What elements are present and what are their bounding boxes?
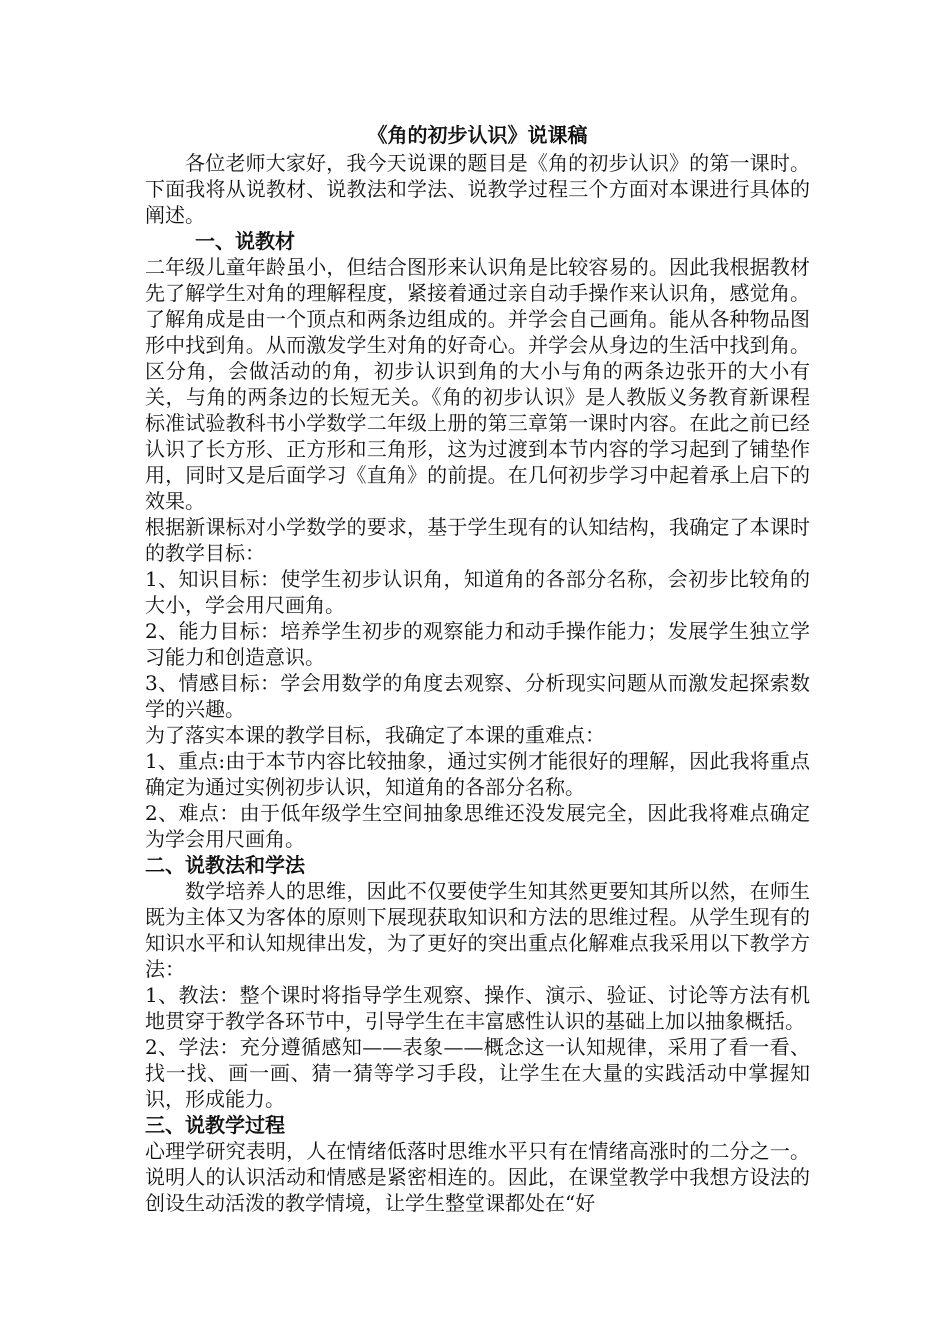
paragraph-goals-intro: 根据新课标对小学数学的要求，基于学生现有的认知结构，我确定了本课时的教学目标： xyxy=(145,515,810,565)
goal-emotion: 3、情感目标：学会用数学的角度去观察、分析现实问题从而激发起探索数学的兴趣。 xyxy=(145,671,810,721)
paragraph-key-points-intro: 为了落实本课的教学目标，我确定了本课的重难点： xyxy=(145,723,605,747)
goal-knowledge: 1、知识目标：使学生初步认识角，知道角的各部分名称，会初步比较角的大小，学会用尺画角。 xyxy=(145,567,810,617)
goal-ability: 2、能力目标：培养学生初步的观察能力和动手操作能力；发展学生独立学习能力和创造意识。 xyxy=(145,619,810,669)
key-point: 1、重点:由于本节内容比较抽象，通过实例才能很好的理解，因此我将重点确定为通过实例初步认识，知道角的各部分名称。 xyxy=(145,749,810,799)
section-heading-teaching-material: 一、说教材 xyxy=(195,229,295,253)
section-heading-methods: 二、说教法和学法 xyxy=(145,853,305,877)
paragraph-material-analysis: 二年级儿童年龄虽小，但结合图形来认识角是比较容易的。因此我根据教材先了解学生对角的理解程度，紧接着通过亲自动手操作来认识角，感觉角。了解角成是由一个顶点和两条边组成的。并学会自己画角。能从各种物品图形中找到角。从而激发学生对角的好奇心。并学会从身边的生活中找到角。区分角，会做活动的角，初步认识到角的大小与角的两条边张开的大小有关，与角的两条边的长短无关。《角的初步认识》是人教版义务教育新课程标准试验教科书小学数学二年级上册的第三章第一课时内容。在此之前已经认识了长方形、正方形和三角形，这为过渡到本节内容的学习起到了铺垫作用，同时又是后面学习《直角》的前提。在几何初步学习中起着承上启下的效果。 xyxy=(145,255,810,513)
document-title: 《角的初步认识》说课稿 xyxy=(367,123,588,147)
paragraph-methods-intro: 数学培养人的思维，因此不仅要使学生知其然更要知其所以然，在师生既为主体又为客体的原则下展现获取知识和方法的思维过程。从学生现有的知识水平和认知规律出发，为了更好的突出重点化解难点我采用以下教学方法： xyxy=(145,879,810,981)
learning-method: 2、学法：充分遵循感知——表象——概念这一认知规律，采用了看一看、找一找、画一画、猜一猜等学习手段，让学生在大量的实践活动中掌握知识，形成能力。 xyxy=(145,1035,810,1111)
difficult-point: 2、难点：由于低年级学生空间抽象思维还没发展完全，因此我将难点确定为学会用尺画角。 xyxy=(145,801,810,851)
paragraph-process: 心理学研究表明，人在情绪低落时思维水平只有在情绪高涨时的二分之一。说明人的认识活动和情感是紧密相连的。因此，在课堂教学中我想方设法的创设生动活泼的教学情境，让学生整堂课都处在“好 xyxy=(145,1139,810,1215)
teaching-method: 1、教法：整个课时将指导学生观察、操作、演示、验证、讨论等方法有机地贯穿于教学各环节中，引导学生在丰富感性认识的基础上加以抽象概括。 xyxy=(145,983,810,1033)
document-page xyxy=(145,122,810,1216)
section-heading-process: 三、说教学过程 xyxy=(145,1113,285,1137)
intro-paragraph: 各位老师大家好，我今天说课的题目是《角的初步认识》的第一课时。下面我将从说教材、说教法和学法、说教学过程三个方面对本课进行具体的阐述。 xyxy=(145,151,810,227)
